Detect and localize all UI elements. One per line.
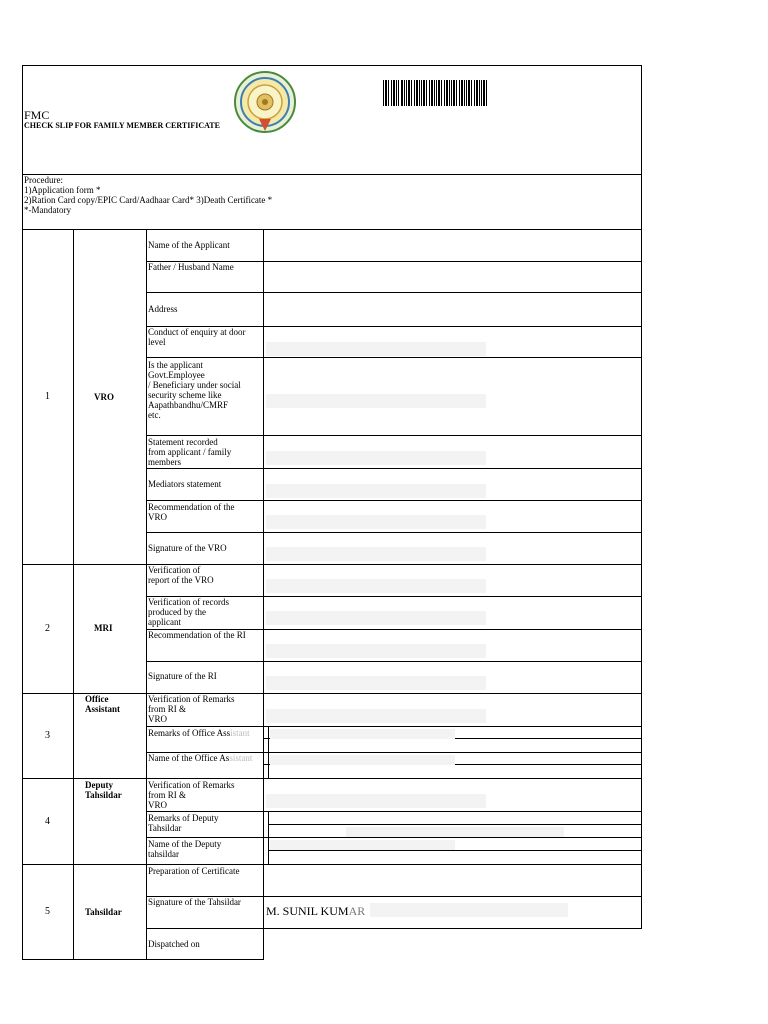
input-shade <box>266 547 486 561</box>
section-number: 5 <box>45 906 50 917</box>
section-divider-1 <box>22 564 641 565</box>
field-label: Preparation of Certificate <box>148 866 240 876</box>
input-shade <box>266 579 486 593</box>
input-shade <box>266 709 486 723</box>
sub-col-line <box>268 811 269 864</box>
field-label: Recommendation of the VRO <box>148 502 235 522</box>
row-line <box>146 928 641 929</box>
field-label: Recommendation of the RI <box>148 630 246 640</box>
form-title: CHECK SLIP FOR FAMILY MEMBER CERTIFICATE <box>24 121 220 130</box>
row-line <box>146 292 641 293</box>
row-line <box>146 661 641 662</box>
section-number: 4 <box>45 816 50 827</box>
input-shade <box>266 394 486 408</box>
field-label: Name of the Office Assistant <box>148 753 253 763</box>
field-label: Address <box>148 304 178 314</box>
row-line <box>146 532 641 533</box>
row-subline <box>268 824 641 825</box>
field-label: Statement recorded from applicant / family members <box>148 437 232 467</box>
procedure-line-1: 1)Application form * <box>24 185 101 195</box>
section-role: MRI <box>94 623 113 633</box>
field-label: Remarks of Deputy Tahsildar <box>148 813 219 833</box>
field-label: Signature of the Tahsildar <box>148 897 241 907</box>
row-line <box>146 468 641 469</box>
row-line <box>146 435 641 436</box>
input-shade <box>266 342 486 356</box>
input-shade <box>266 515 486 529</box>
section-divider-3 <box>22 778 641 779</box>
input-shade <box>270 755 455 765</box>
input-shade <box>266 794 486 808</box>
field-label: Name of the Applicant <box>148 240 230 250</box>
row-line <box>146 811 641 812</box>
field-label: Conduct of enquiry at door level <box>148 327 246 347</box>
input-shade <box>346 827 564 837</box>
row-line <box>146 726 641 727</box>
row-line <box>146 357 641 358</box>
sub-col-line <box>268 726 269 778</box>
field-label: Is the applicant Govt.Employee / Beneficiary under social security scheme like Aapathbandhu/CMRF etc. <box>148 360 241 420</box>
col-divider-3 <box>263 229 264 960</box>
field-label: Verification of Remarks from RI & VRO <box>148 694 235 724</box>
section-divider-4 <box>22 864 641 865</box>
field-label: Signature of the VRO <box>148 543 227 553</box>
procedure-line-2: 2)Ration Card copy/EPIC Card/Aadhaar Card* 3)Death Certificate * <box>24 195 273 205</box>
field-label: Verification of report of the VRO <box>148 565 214 585</box>
field-label: Dispatched on <box>148 939 200 949</box>
table-bottom <box>22 959 264 960</box>
input-shade <box>266 644 486 658</box>
section-role: Tahsildar <box>85 907 122 917</box>
procedure-divider <box>22 229 641 230</box>
section-role: Deputy Tahsildar <box>85 780 122 800</box>
field-label: Verification of records produced by the applicant <box>148 597 229 627</box>
barcode-icon <box>383 80 487 106</box>
frame-top <box>22 65 641 66</box>
col-divider-1 <box>73 229 74 960</box>
row-subline <box>268 850 641 851</box>
input-shade <box>266 451 486 465</box>
frame-right <box>641 65 642 929</box>
input-shade <box>266 484 486 498</box>
form-code: FMC <box>24 108 50 122</box>
section-number: 1 <box>45 391 50 402</box>
tahsildar-signature-name: M. SUNIL KUMAR <box>266 904 366 918</box>
section-role: Office Assistant <box>85 694 121 714</box>
input-shade <box>266 676 486 690</box>
input-shade <box>370 903 568 917</box>
input-shade <box>266 611 486 625</box>
section-number: 2 <box>45 623 50 634</box>
input-shade <box>270 840 455 850</box>
procedure-block <box>24 175 272 215</box>
field-label: Remarks of Office Assistant <box>148 728 250 738</box>
field-label: Signature of the RI <box>148 671 217 681</box>
procedure-line-3: *-Mandatory <box>24 205 71 215</box>
section-number: 3 <box>45 730 50 741</box>
row-line <box>146 500 641 501</box>
input-shade <box>270 729 455 739</box>
field-label: Name of the Deputy tahsildar <box>148 839 222 859</box>
procedure-heading: Procedure: <box>24 175 63 185</box>
field-label: Father / Husband Name <box>148 262 234 272</box>
col-divider-2 <box>146 229 147 960</box>
section-role: VRO <box>94 392 114 402</box>
state-emblem-logo <box>233 69 297 135</box>
field-label: Mediators statement <box>148 479 222 489</box>
row-line <box>146 837 641 838</box>
field-label: Verification of Remarks from RI & VRO <box>148 780 235 810</box>
